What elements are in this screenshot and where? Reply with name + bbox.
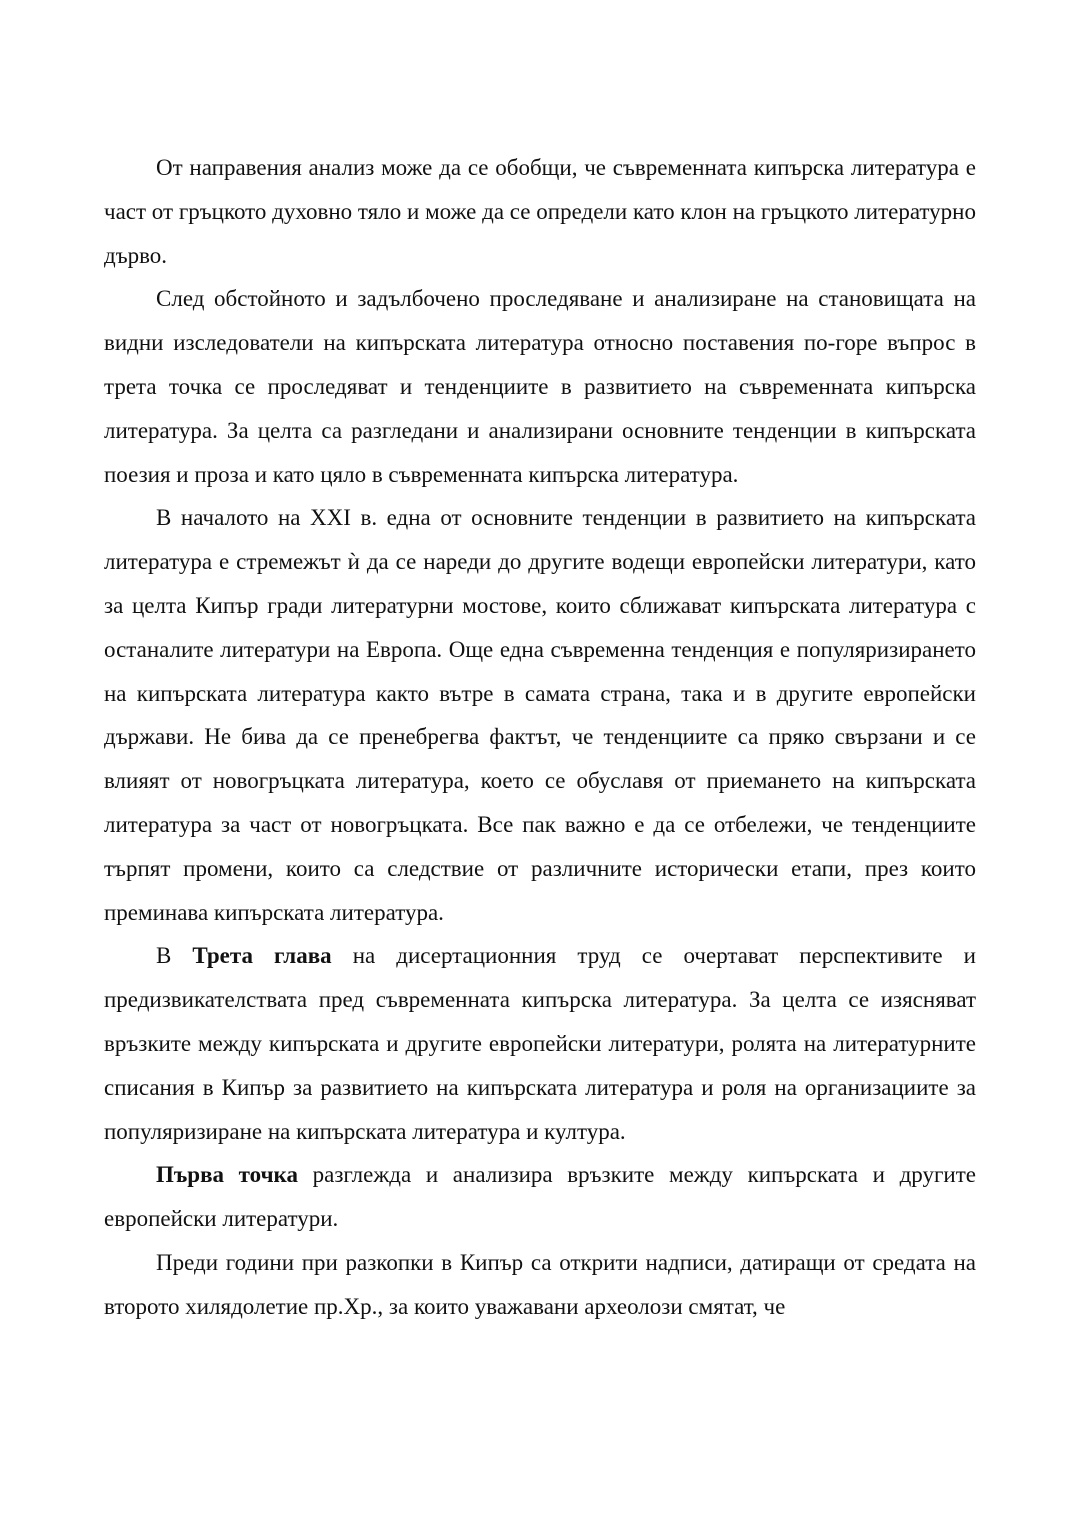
paragraph-chapter-three [104, 934, 976, 1153]
paragraph-summary [104, 146, 976, 277]
paragraph-prefix: В [156, 943, 193, 969]
paragraph-text: След обстойното и задълбочено проследяване и анализиране на становищата на видни изследователи на кипърската литература относно поставения по-горе въпрос в трета точка се проследяват и тенденциите в развитието на съвременната кипърска литература. За целта са разгледани и анализирани основните тенденции в кипърската поезия и проза и като цяло в съвременната кипърска литература. [104, 286, 976, 487]
paragraph-first-point [104, 1153, 976, 1241]
paragraph-text: разглежда и анализира връзките между кипърската и другите европейски литератури. [104, 1162, 976, 1232]
paragraph-text: От направения анализ може да се обобщи, че съвременната кипърска литература е част от гръцкото духовно тяло и може да се определи като клон на гръцкото литературно дърво. [104, 155, 976, 268]
paragraph-excavations [104, 1241, 976, 1329]
chapter-heading-inline: Трета глава [192, 943, 332, 969]
paragraph-text: В началото на XXI в. една от основните тенденции в развитието на кипърската литература е стремежът ѝ да се нареди до другите водещи европейски литератури, като за целта Кипър гради литературни мостове, които сближават кипърската литература с останалите литератури на Европа. Още една съвременна тенденция е популяризирането на кипърската литература както вътре в самата страна, така и в другите европейски държави. Не бива да се пренебрегва фактът, че тенденциите са пряко свързани и се влияят от новогръцката литература, което се обуславя от приемането на кипърската литература за част от новогръцката. Все пак важно е да се отбележи, че тенденциите търпят промени, които са следствие от различните исторически етапи, през които преминава кипърската литература. [104, 505, 976, 925]
paragraph-text: на дисертационния труд се очертават перспективите и предизвикателствата пред съвременната кипърска литература. За целта се изясняват връзките между кипърската и другите европейски литератури, ролята на литературните списания в Кипър за развитието на кипърската литература и роля на организациите за популяризиране на кипърската литература и култура. [104, 943, 976, 1144]
paragraph-text: Преди години при разкопки в Кипър са открити надписи, датиращи от средата на второто хилядолетие пр.Хр., за които уважавани археолози смятат, че [104, 1249, 976, 1319]
paragraph-tendencies [104, 496, 976, 934]
document-page [104, 146, 976, 1329]
point-heading-inline: Първа точка [156, 1162, 298, 1188]
paragraph-research-overview [104, 277, 976, 496]
